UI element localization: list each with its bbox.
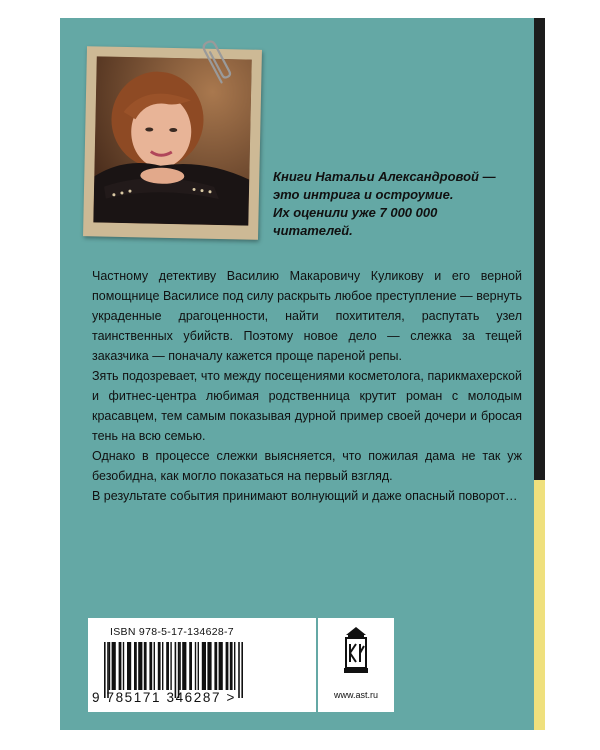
description-paragraph: Зять подозревает, что между посещениями косметолога, парикмахерской и фитнес-центра любимая родственница крутит роман с молодым красавцем, тем самым показывая дурной пример своей дочери и бросая тень на всю семью. <box>92 369 522 443</box>
description-paragraph: Однако в процессе слежки выясняется, что пожилая дама не так уж безобидна, как могло показаться на первый взгляд. <box>92 449 522 483</box>
tagline-line: это интрига и остроумие. <box>273 187 454 202</box>
spine-dark-strip <box>534 18 545 480</box>
tagline-line: Их оценили уже 7 000 000 <box>273 205 438 220</box>
description-paragraph: Частному детективу Василию Макаровичу Куликову и его верной помощнице Василисе под силу раскрыть любое преступление — вернуть украденные драгоценности, найти похитителя, распутать узел таинственных убийств. Поэтому новое дело — слежка за тещей заказчика — поначалу кажется проще пареной репы. <box>92 269 522 363</box>
lantern-logo-icon <box>342 626 370 674</box>
publisher-panel <box>318 618 394 712</box>
description-paragraph: В результате события принимают волнующий и даже опасный поворот… <box>92 489 518 503</box>
barcode-digits: 9 785171 346287 > <box>92 690 236 705</box>
book-description <box>92 266 522 506</box>
publisher-website: www.ast.ru <box>333 690 378 700</box>
isbn-label: ISBN 978-5-17-134628-7 <box>110 626 234 638</box>
spine-yellow-strip <box>534 480 545 730</box>
author-tagline <box>273 168 513 240</box>
barcode-panel <box>88 618 316 712</box>
tagline-line: Книги Натальи Александровой — <box>273 169 496 184</box>
tagline-line: читателей. <box>273 223 353 238</box>
author-photo <box>93 56 251 225</box>
